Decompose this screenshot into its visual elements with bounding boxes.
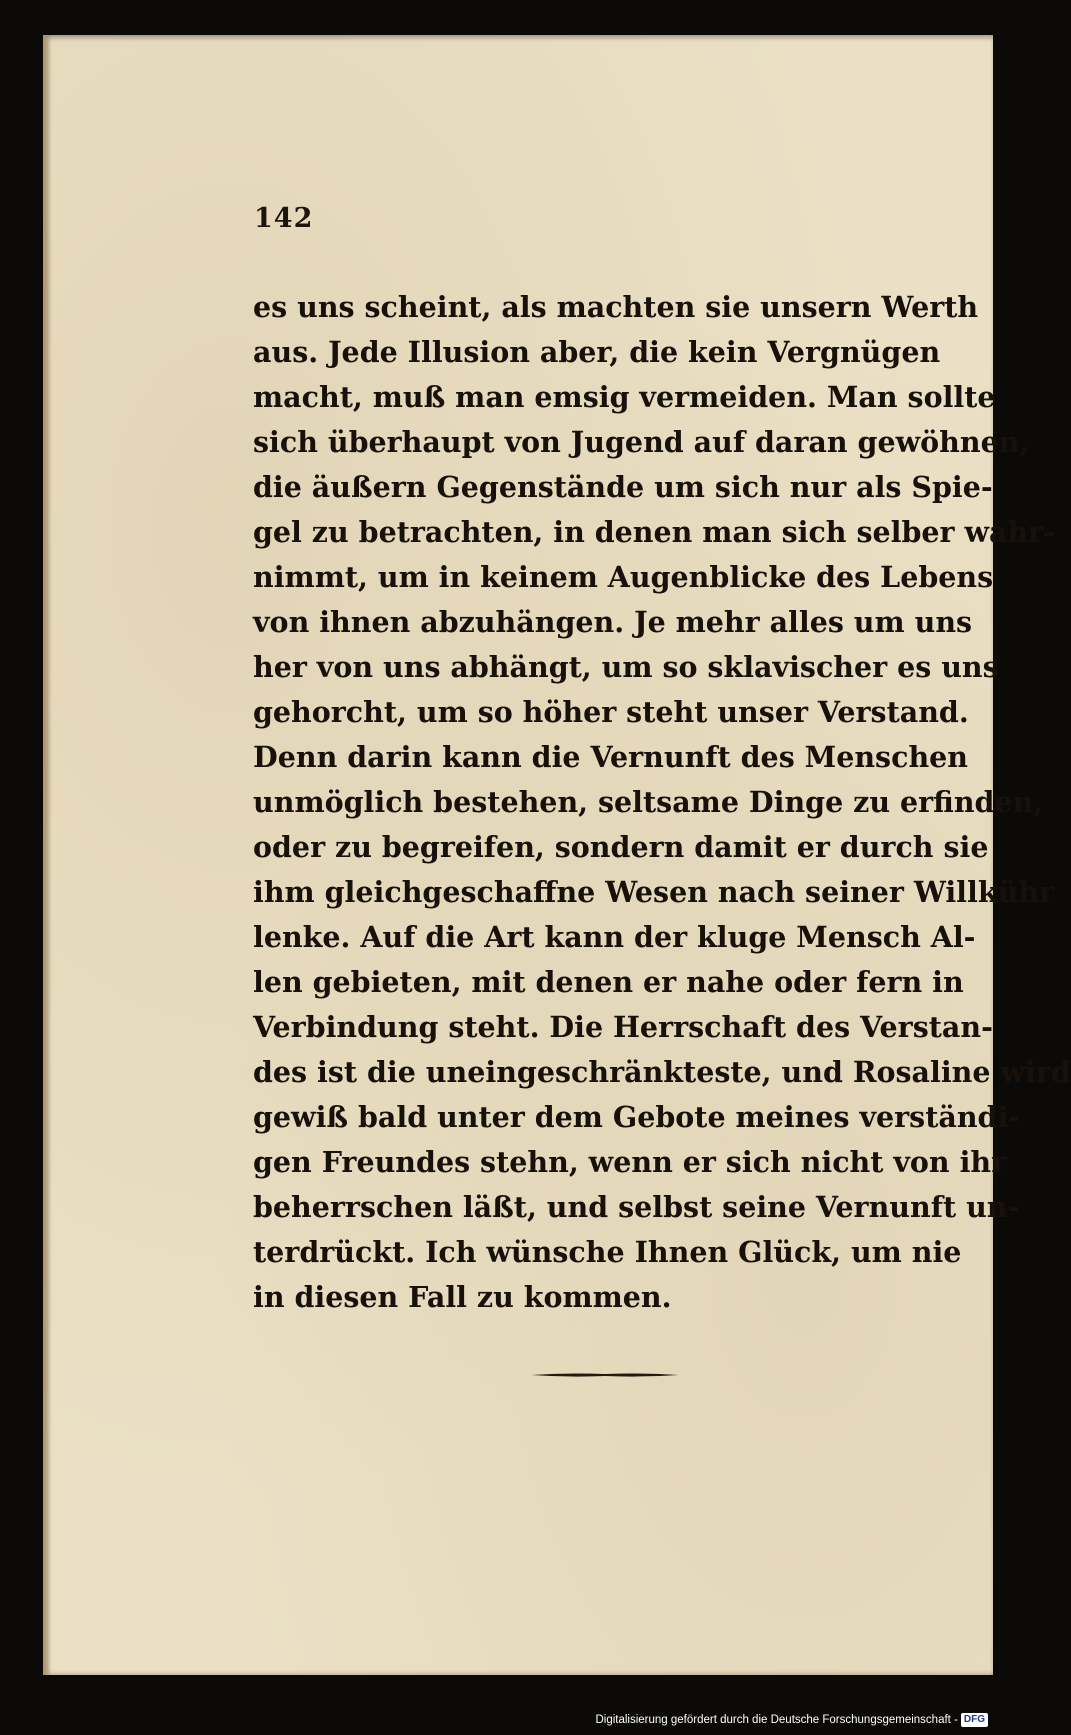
text-line: von ihnen abzuhängen. Je mehr alles um uns — [253, 605, 973, 639]
page-spine-shadow — [43, 35, 51, 1675]
text-line: gen Freundes stehn, wenn er sich nicht von ihr — [253, 1145, 1007, 1179]
text-line: terdrückt. Ich wünsche Ihnen Glück, um nie — [253, 1235, 962, 1269]
text-line: gehorcht, um so höher steht unser Verstand. — [253, 695, 969, 729]
text-line: Verbindung steht. Die Herrschaft des Verstan- — [253, 1010, 993, 1044]
text-line: es uns scheint, als machten sie unsern Werth — [253, 290, 979, 324]
text-line: Denn darin kann die Vernunft des Menschen — [253, 740, 969, 774]
footer-credit — [0, 1708, 988, 1732]
text-line: lenke. Auf die Art kann der kluge Mensch Al- — [253, 920, 976, 954]
text-line: unmöglich bestehen, seltsame Dinge zu erfinden, — [253, 785, 1044, 819]
body-text — [253, 285, 1071, 1320]
end-ornament — [531, 1371, 679, 1379]
text-line: len gebieten, mit denen er nahe oder fern in — [253, 965, 964, 999]
book-page — [43, 35, 1071, 1675]
page-number: 142 — [254, 203, 314, 234]
text-line: ihm gleichgeschaffne Wesen nach seiner Willkühr — [253, 875, 1055, 909]
text-line: beherrschen läßt, und selbst seine Vernunft un- — [253, 1190, 1020, 1224]
text-line: sich überhaupt von Jugend auf daran gewöhnen, — [253, 425, 1030, 459]
text-line: macht, muß man emsig vermeiden. Man sollte — [253, 380, 996, 414]
text-line: gel zu betrachten, in denen man sich selber wahr- — [253, 515, 1056, 549]
text-line: her von uns abhängt, um so sklavischer es uns — [253, 650, 999, 684]
text-line: nimmt, um in keinem Augenblicke des Lebens — [253, 560, 994, 594]
text-line: oder zu begreifen, sondern damit er durch sie — [253, 830, 989, 864]
text-line: gewiß bald unter dem Gebote meines verständi- — [253, 1100, 1021, 1134]
dfg-logo: DFG — [961, 1713, 988, 1727]
footer-text: Digitalisierung gefördert durch die Deutsche Forschungsgemeinschaft - — [595, 1714, 958, 1726]
text-line-last: in diesen Fall zu kommen. — [253, 1280, 672, 1314]
text-line: des ist die uneingeschränkteste, und Rosaline wird — [253, 1055, 1071, 1089]
text-line: aus. Jede Illusion aber, die kein Vergnügen — [253, 335, 941, 369]
text-line: die äußern Gegenstände um sich nur als Spie- — [253, 470, 993, 504]
